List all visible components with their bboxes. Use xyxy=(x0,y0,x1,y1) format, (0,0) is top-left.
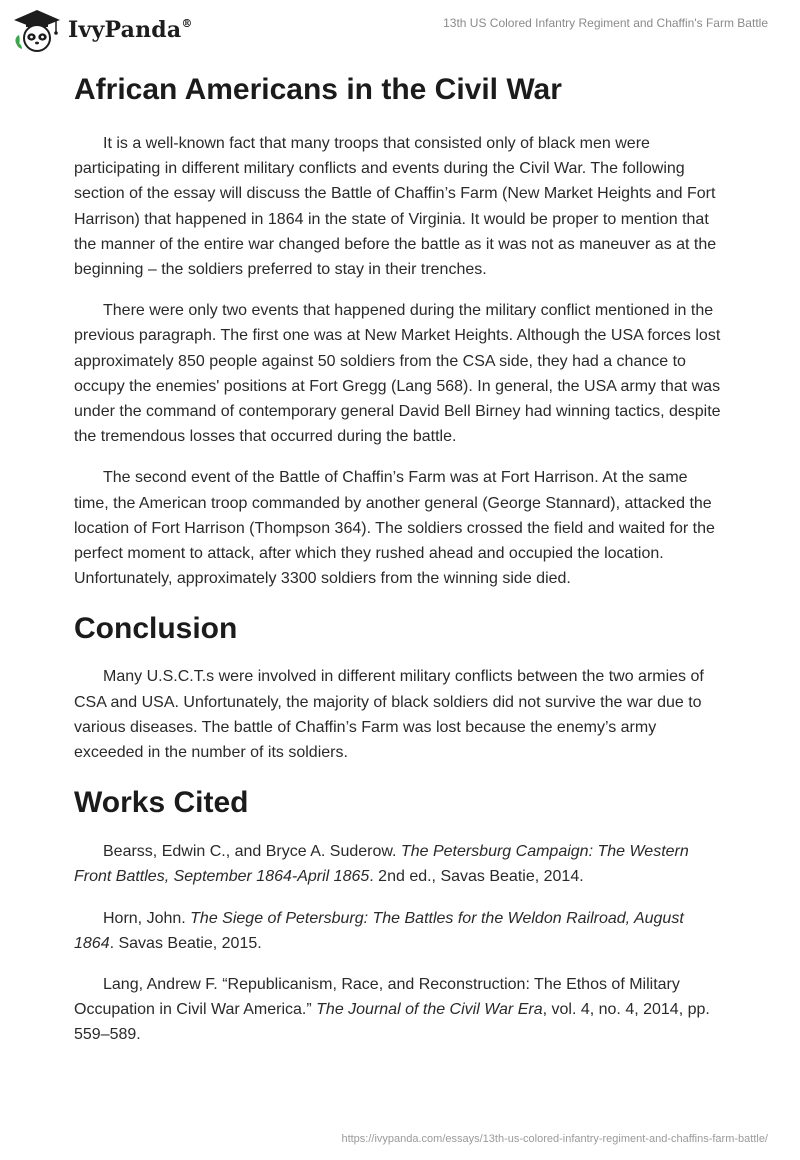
ivypanda-logo[interactable] xyxy=(12,8,193,52)
paragraph-3: The second event of the Battle of Chaffin’s Farm was at Fort Harrison. At the same time, the American troop commanded by another general (George Stannard), attacked the location of Fort Harrison (Thompson 364). The soldiers crossed the field and waited for the perfect moment to attack, after which they rushed ahead and occupied the location. Unfortunately, approximately 3300 soldiers from the winning side died. xyxy=(74,469,715,588)
registered-mark: ® xyxy=(181,16,193,30)
panda-graduate-icon xyxy=(12,8,62,52)
citation-text: . Savas Beatie, 2015. xyxy=(109,934,262,952)
page-header xyxy=(0,0,800,70)
running-title: 13th US Colored Infantry Regiment and Chaffin's Farm Battle xyxy=(443,16,768,30)
source-url[interactable]: https://ivypanda.com/essays/13th-us-colored-infantry-regiment-and-chaffins-farm-battle/ xyxy=(341,1133,768,1145)
section-heading-works-cited: Works Cited xyxy=(74,786,249,820)
logo-text: IvyPanda xyxy=(68,17,182,43)
paragraph-2: There were only two events that happened during the military conflict mentioned in the previous paragraph. The first one was at New Market Heights. Although the USA forces lost approximately 850 people against 50 soldiers from the CSA side, they had a chance to occupy the enemies' positions at Fort Gregg (Lang 568). In general, the USA army that was under the command of contemporary general David Bell Birney had winning tactics, despite the tremendous losses that occurred during the battle. xyxy=(74,302,721,446)
citation-text: , vol. 4, no. 4, 2014, pp. 559–589. xyxy=(74,1001,710,1044)
citation-title: The Siege of Petersburg: The Battles for the Weldon Railroad, August 1864 xyxy=(74,909,684,952)
citation-title: The Journal of the Civil War Era xyxy=(316,1001,543,1019)
citation-text: Bearss, Edwin C., and Bryce A. Suderow. xyxy=(103,843,401,861)
section-heading-african-americans: African Americans in the Civil War xyxy=(74,73,562,106)
citation-text: Horn, John. xyxy=(103,909,191,927)
citation-lang xyxy=(74,972,724,1048)
citation-horn xyxy=(74,906,724,956)
citation-text: Lang, Andrew F. “Republicanism, Race, and Reconstruction: The Ethos of Military Occupation in Civil War America.” xyxy=(74,976,680,1019)
paragraph-1: It is a well-known fact that many troops that consisted only of black men were participating in different military conflicts and events during the Civil War. The following section of the essay will discuss the Battle of Chaffin’s Farm (New Market Heights and Fort Harrison) that happened in 1864 in the state of Virginia. It would be proper to mention that the manner of the entire war changed before the battle as it was not as maneuver as at the beginning – the soldiers preferred to stay in their trenches. xyxy=(74,135,717,279)
conclusion-paragraph: Many U.S.C.T.s were involved in different military conflicts between the two armies of CSA and USA. Unfortunately, the majority of black soldiers did not survive the war due to various diseases. The battle of Chaffin’s Farm was lost because the enemy’s army exceeded in the number of its soldiers. xyxy=(74,668,704,762)
citation-title: The Petersburg Campaign: The Western Front Battles, September 1864-April 1865 xyxy=(74,843,689,886)
section-heading-conclusion: Conclusion xyxy=(74,612,238,646)
logo-wordmark xyxy=(68,17,193,43)
citation-text: . 2nd ed., Savas Beatie, 2014. xyxy=(369,868,584,886)
essay-content xyxy=(74,72,724,1048)
citation-bearss xyxy=(74,839,724,889)
